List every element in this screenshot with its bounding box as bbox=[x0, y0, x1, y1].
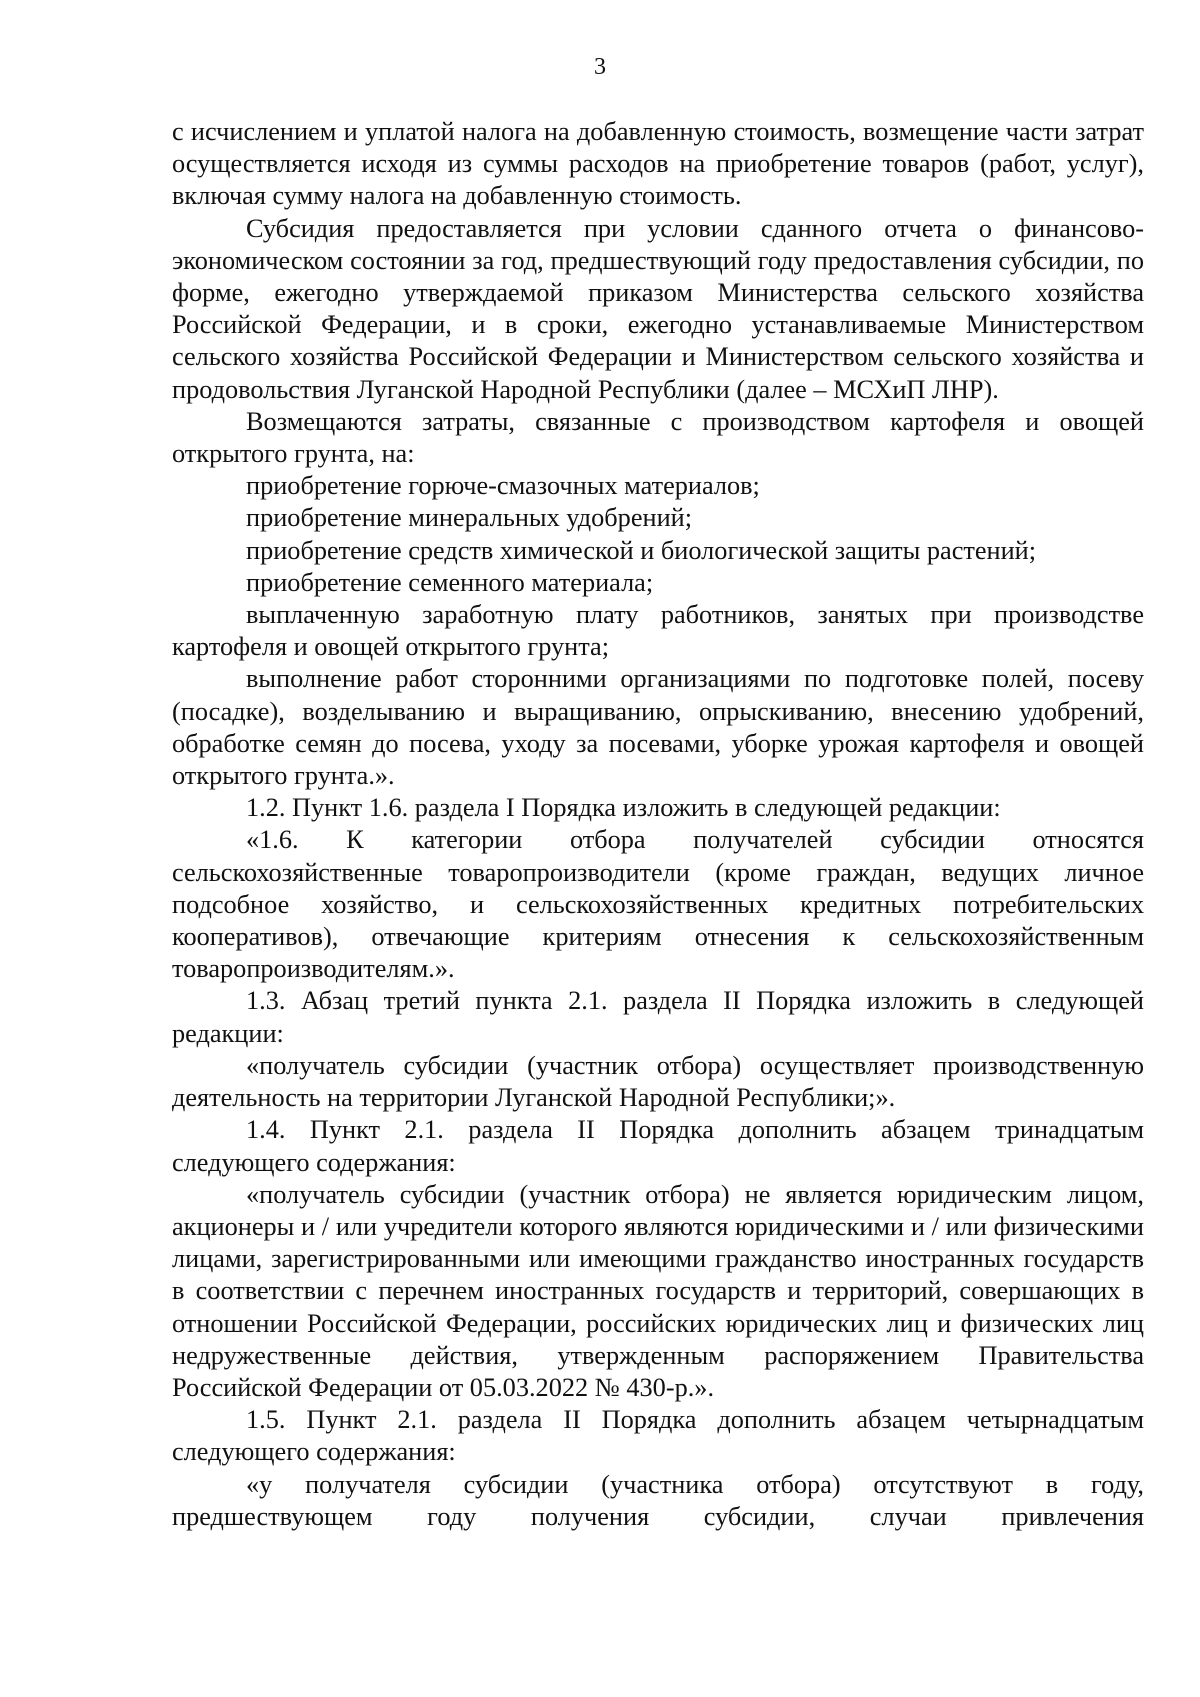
paragraph-reimbursed-costs: Возмещаются затраты, связанные с производством картофеля и овощей открытого грунта, на: bbox=[172, 406, 1144, 469]
document-body bbox=[172, 116, 1144, 1533]
list-item-third-party-works: выполнение работ сторонними организациями по подготовке полей, посеву (посадке), возделыванию и выращиванию, опрыскиванию, внесению удобрений, обработке семян до посева, уходу за посевами, уборке урожая картофеля и овощей открытого грунта.». bbox=[172, 664, 1144, 791]
paragraph-clause-1-3-text: «получатель субсидии (участник отбора) осуществляет производственную деятельность на территории Луганской Народной Республики;». bbox=[172, 1050, 1144, 1113]
paragraph-clause-1-3: 1.3. Абзац третий пункта 2.1. раздела II Порядка изложить в следующей редакции: bbox=[172, 986, 1144, 1048]
paragraph-clause-1-5-text: «у получателя субсидии (участника отбора) отсутствуют в году, предшествующем году получения субсидии, случаи привлечения bbox=[172, 1469, 1144, 1531]
paragraph-vat-continuation: с исчислением и уплатой налога на добавленную стоимость, возмещение части затрат осуществляется исходя из суммы расходов на приобретение товаров (работ, услуг), включая сумму налога на добавленную стоимость. bbox=[172, 117, 1144, 211]
list-item-wages: выплаченную заработную плату работников, занятых при производстве картофеля и овощей открытого грунта; bbox=[172, 600, 1144, 662]
paragraph-clause-1-4: 1.4. Пункт 2.1. раздела II Порядка дополнить абзацем тринадцатым следующего содержания: bbox=[172, 1115, 1144, 1177]
list-item-plant-protection: приобретение средств химической и биологической защиты растений; bbox=[246, 535, 1037, 565]
list-item-seed-material: приобретение семенного материала; bbox=[246, 567, 654, 597]
list-item-mineral-fertilizers: приобретение минеральных удобрений; bbox=[246, 503, 693, 533]
page-number: 3 bbox=[594, 54, 606, 80]
list-item-fuel-lubricants: приобретение горюче-смазочных материалов; bbox=[246, 471, 760, 501]
paragraph-clause-1-2: 1.2. Пункт 1.6. раздела I Порядка изложить в следующей редакции: bbox=[246, 793, 1001, 823]
paragraph-clause-1-5: 1.5. Пункт 2.1. раздела II Порядка дополнить абзацем четырнадцатым следующего содержания: bbox=[172, 1405, 1144, 1467]
paragraph-clause-1-4-text: «получатель субсидии (участник отбора) не является юридическим лицом, акционеры и / или учредители которого являются юридическими и / или физическими лицами, зарегистрированными или имеющими гражданство иностранных государств в соответствии с перечнем иностранных государств и территорий, совершающих в отношении Российской Федерации, российских юридических лиц и физических лиц недружественные действия, утвержденным распоряжением Правительства Российской Федерации от 05.03.2022 № 430-р.». bbox=[172, 1179, 1144, 1402]
paragraph-clause-1-6-text: «1.6. К категории отбора получателей субсидии относятся сельскохозяйственные товаропроизводители (кроме граждан, ведущих личное подсобное хозяйство, и сельскохозяйственных кредитных потребительских кооперативов), отвечающие критериям отнесения к сельскохозяйственным товаропроизводителям.». bbox=[172, 825, 1144, 984]
paragraph-subsidy-condition: Субсидия предоставляется при условии сданного отчета о финансово-экономическом состоянии за год, предшествующий году предоставления субсидии, по форме, ежегодно утверждаемой приказом Министерства сельского хозяйства Российской Федерации, и в сроки, ежегодно устанавливаемые Министерством сельского хозяйства Российской Федерации и Министерством сельского хозяйства и продовольствия Луганской Народной Республики (далее – МСХиП ЛНР). bbox=[172, 213, 1144, 404]
